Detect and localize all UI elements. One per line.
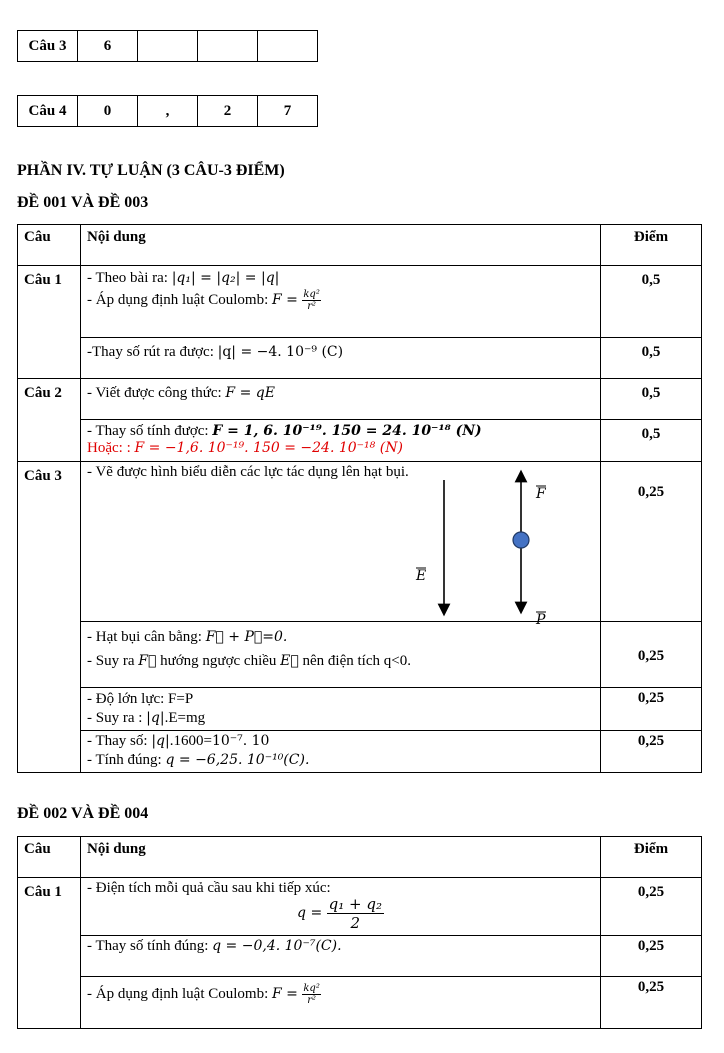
exam1-title: ĐỀ 001 VÀ ĐỀ 003: [17, 194, 149, 211]
fraction: $\frac{\text{kq²}}{\text{r²}}$: [303, 289, 320, 312]
content-cell: - Thay số tính đúng: q = −0,4. 10⁻⁷(C).: [81, 936, 601, 977]
score: 0,25: [601, 878, 702, 936]
grading-table-2: [17, 836, 702, 1029]
score: 0,25: [601, 731, 702, 773]
section-title: PHẦN IV. TỰ LUẬN (3 CÂU-3 ĐIỂM): [17, 162, 285, 179]
force-diagram: [406, 472, 566, 628]
force-f-label: F: [536, 486, 546, 502]
answer-cell: [258, 31, 318, 62]
content-cell: - Thay số tính được: F = 1, 6. 10⁻¹⁹. 150 = 24. 10⁻¹⁸ (N) Hoặc: : F = −1,6. 10⁻¹⁹. 150 = −24. 10⁻¹⁸ (N): [81, 420, 601, 462]
grading-table-1: [17, 224, 702, 773]
fraction: $\frac{\text{kq²}}{\text{r²}}$: [303, 983, 320, 1006]
fraction: $\frac{\text{q₁ + q₂}}{2}$: [328, 895, 382, 932]
header-score: Điểm: [601, 837, 702, 878]
content-cell: - Độ lớn lực: F=P - Suy ra : |q|.E=mg: [81, 688, 601, 731]
field-label: E: [416, 568, 427, 584]
score: 0,5: [601, 266, 702, 338]
score: 0,5: [601, 420, 702, 462]
answer-label: Câu 3: [18, 31, 78, 62]
dust-particle: [513, 532, 529, 548]
question-label: Câu 2: [18, 379, 81, 462]
answer-cell: 2: [198, 96, 258, 127]
answer-label: Câu 4: [18, 96, 78, 127]
score: 0,25: [601, 688, 702, 731]
answer-row-3: [17, 30, 318, 62]
question-label: Câu 1: [18, 878, 81, 1029]
force-p-label: P: [536, 612, 546, 628]
content-cell: -Thay số rút ra được: |q| = −4. 10⁻⁹ (C): [81, 338, 601, 379]
answer-cell: [138, 31, 198, 62]
exam2-title: ĐỀ 002 VÀ ĐỀ 004: [17, 805, 149, 822]
answer-cell: 0: [78, 96, 138, 127]
content-cell: - Áp dụng định luật Coulomb: F = $\frac{\text{kq²}}{\text{r²}}$: [81, 977, 601, 1029]
content-cell: - Điện tích mỗi quả cầu sau khi tiếp xúc: q = $\frac{\text{q₁ + q₂}}{2}$: [81, 878, 601, 936]
question-label: Câu 1: [18, 266, 81, 379]
answer-cell: [198, 31, 258, 62]
answer-cell: ,: [138, 96, 198, 127]
score: 0,25: [601, 977, 702, 1029]
score: 0,5: [601, 338, 702, 379]
score: 0,25: [601, 462, 702, 622]
content-cell: - Theo bài ra: |q₁| = |q₂| = |q| - Áp dụng định luật Coulomb: F = $\frac{\text{kq²}}{\text{r²}}$: [81, 266, 601, 338]
content-cell: - Thay số: |q|.1600=10⁻⁷. 10 - Tính đúng: q = −6,25. 10⁻¹⁰(C).: [81, 731, 601, 773]
header-question: Câu: [18, 837, 81, 878]
score: 0,25: [601, 936, 702, 977]
content-cell: - Hạt bụi cân bằng: F⃗ + P⃗=0. - Suy ra F⃗ hướng ngược chiều E⃗ nên điện tích q<0.: [81, 622, 601, 688]
answer-cell: 6: [78, 31, 138, 62]
header-score: Điểm: [601, 225, 702, 266]
content-cell: - Viết được công thức: F = qE: [81, 379, 601, 420]
answer-cell: 7: [258, 96, 318, 127]
content-cell: - Vẽ được hình biểu diễn các lực tác dụng lên hạt bụi. E F P: [81, 462, 601, 622]
header-content: Nội dung: [81, 225, 601, 266]
score: 0,25: [601, 622, 702, 688]
header-question: Câu: [18, 225, 81, 266]
answer-row-4: [17, 95, 318, 127]
question-label: Câu 3: [18, 462, 81, 773]
score: 0,5: [601, 379, 702, 420]
header-content: Nội dung: [81, 837, 601, 878]
